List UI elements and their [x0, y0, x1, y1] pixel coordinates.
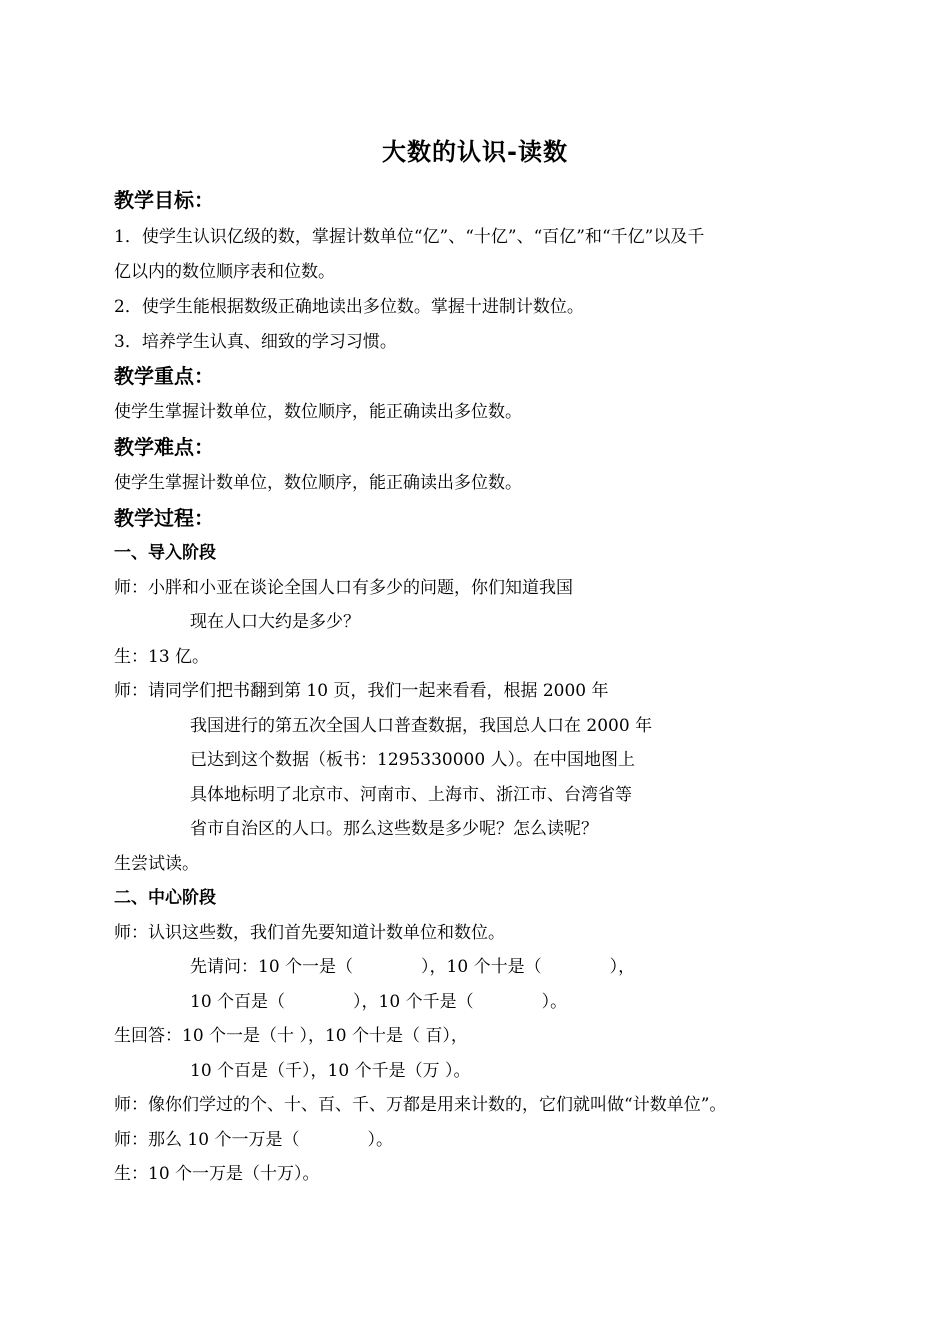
dialogue-line: 师：像你们学过的个、十、百、千、万都是用来计数的，它们就叫做“计数单位”。	[114, 1095, 727, 1115]
dialogue-line: 省市自治区的人口。那么这些数是多少呢？怎么读呢？	[190, 819, 598, 839]
dialogue-line: 师：那么 10 个一万是（ ）。	[114, 1130, 393, 1150]
key-points-text: 使学生掌握计数单位，数位顺序，能正确读出多位数。	[114, 402, 522, 422]
goal-2: 2．使学生能根据数级正确地读出多位数。掌握十进制计数位。	[114, 297, 584, 317]
key-points-heading: 教学重点：	[114, 364, 214, 388]
goal-1-line-1: 1．使学生认识亿级的数，掌握计数单位“亿”、“十亿”、“百亿”和“千亿”以及千	[114, 227, 705, 247]
stage-2-heading: 二、中心阶段	[114, 888, 216, 908]
dialogue-line: 先请问：10 个一是（ ），10 个十是（ ），	[190, 957, 636, 977]
difficult-points-text: 使学生掌握计数单位，数位顺序，能正确读出多位数。	[114, 473, 522, 493]
dialogue-line: 师：小胖和小亚在谈论全国人口有多少的问题，你们知道我国	[114, 578, 573, 598]
dialogue-line: 我国进行的第五次全国人口普查数据，我国总人口在 2000 年	[190, 716, 653, 736]
goals-heading: 教学目标：	[114, 188, 214, 212]
goal-3: 3．培养学生认真、细致的学习习惯。	[114, 332, 397, 352]
dialogue-line: 生回答：10 个一是（十 ），10 个十是（ 百），	[114, 1026, 468, 1046]
dialogue-line: 师：认识这些数，我们首先要知道计数单位和数位。	[114, 923, 505, 943]
difficult-points-heading: 教学难点：	[114, 435, 214, 459]
page-title: 大数的认识-读数	[382, 138, 568, 166]
stage-1-heading: 一、导入阶段	[114, 543, 216, 563]
dialogue-line: 已达到这个数据（板书：1295330000 人）。在中国地图上	[190, 750, 636, 770]
dialogue-line: 现在人口大约是多少？	[190, 612, 360, 632]
dialogue-line: 具体地标明了北京市、河南市、上海市、浙江市、台湾省等	[190, 785, 632, 805]
process-heading: 教学过程：	[114, 506, 214, 530]
goal-1-line-2: 亿以内的数位顺序表和位数。	[114, 262, 335, 282]
dialogue-line: 生：10 个一万是（十万）。	[114, 1164, 320, 1184]
dialogue-line: 10 个百是（千），10 个千是（万 ）。	[190, 1061, 471, 1081]
dialogue-line: 10 个百是（ ），10 个千是（ ）。	[190, 992, 568, 1012]
dialogue-line: 生：13 亿。	[114, 647, 210, 667]
dialogue-line: 师：请同学们把书翻到第 10 页，我们一起来看看，根据 2000 年	[114, 681, 609, 701]
dialogue-line: 生尝试读。	[114, 854, 199, 874]
